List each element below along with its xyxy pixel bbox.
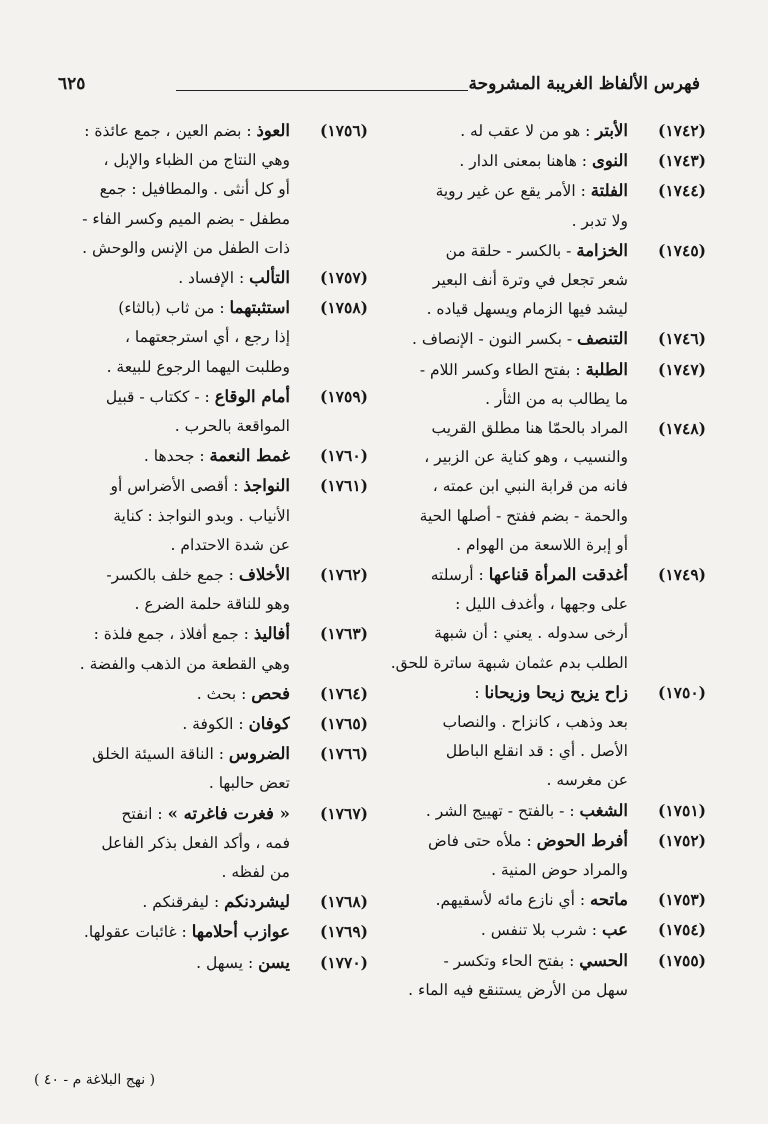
entry-line: [34, 829, 290, 858]
glossary-entry: [34, 441, 368, 471]
entry-text: : جمع أفلاذ ، جمع فلذة :: [93, 625, 249, 644]
entry-line: [372, 414, 628, 443]
entry-number: (١٧٦٣): [320, 624, 368, 644]
entry-text: مطفل - بضم الميم وكسر الفاء -: [82, 209, 290, 228]
entry-line: [372, 207, 628, 236]
entry-text: فمه ، وأكد الفعل بذكر الفاعل: [101, 833, 290, 852]
entry-text: إذا رجع ، أي استرجعتهما ،: [125, 328, 290, 347]
entry-term: التنصف: [577, 329, 628, 349]
entry-text: من لفظه .: [221, 863, 290, 882]
entry-term: استثبتهما: [229, 298, 290, 318]
entry-number: (١٧٤٣): [658, 151, 706, 171]
entry-body: [372, 678, 628, 796]
entry-text: : يسهل .: [196, 953, 254, 972]
entry-number: (١٧٦٧): [320, 803, 368, 823]
entry-line: [372, 266, 628, 295]
entry-line: [34, 799, 290, 829]
page-header: [58, 74, 700, 100]
entry-line: [372, 885, 628, 915]
entry-line: [372, 708, 628, 737]
entry-body: [34, 441, 290, 471]
right-column: [372, 116, 706, 1005]
entry-text: على وجهها ، وأغدف الليل :: [455, 595, 628, 614]
entry-line: [34, 471, 290, 501]
glossary-entry: [34, 619, 368, 678]
entry-line: [372, 295, 628, 324]
entry-text: والحمة - بضم ففتح - أصلها الحية: [419, 506, 628, 525]
entry-line: [34, 709, 290, 739]
entry-text: : الأمر يقع عن غير روية: [435, 182, 586, 201]
entry-text: : غائبات عقولها.: [83, 923, 187, 942]
entry-line: [34, 948, 290, 978]
entry-text: وهي النتاج من الظباء والإبل ،: [103, 151, 290, 170]
entry-line: [372, 116, 628, 146]
entry-text: : بحث .: [196, 684, 247, 703]
entry-term: عوازب أحلامها: [191, 922, 290, 942]
entry-body: [34, 382, 290, 441]
entry-text: وهو للناقة حلمة الضرع .: [134, 595, 290, 614]
glossary-entry: [34, 799, 368, 888]
entry-line: [372, 355, 628, 385]
entry-line: [372, 915, 628, 945]
entry-text: ما يطالب به من الثأر .: [485, 389, 628, 408]
entry-term: كوفان: [248, 714, 290, 734]
entry-body: [34, 263, 290, 293]
entry-term: أغدقت المرأة قناعها: [488, 565, 628, 585]
entry-line: [34, 205, 290, 234]
entry-number: (١٧٤٨): [658, 419, 706, 439]
entry-number: (١٧٤٤): [658, 181, 706, 201]
glossary-entry: [34, 382, 368, 441]
glossary-entry: [34, 560, 368, 619]
entry-term: فحص: [251, 683, 290, 703]
entry-body: [34, 679, 290, 709]
entry-text: ليشد فيها الزمام ويسهل قياده .: [426, 300, 628, 319]
entry-body: [372, 826, 628, 885]
entry-text: : جمع خلف بالكسر-: [106, 566, 234, 585]
entry-text: : الناقة السيئة الخلق: [92, 745, 224, 764]
entry-term: يسن: [258, 952, 290, 972]
entry-line: [372, 385, 628, 414]
entry-body: [372, 176, 628, 235]
entry-text: :: [474, 683, 480, 702]
entry-body: [372, 796, 628, 826]
glossary-entry: [34, 116, 368, 263]
entry-number: (١٧٤٧): [658, 359, 706, 379]
entry-text: أو إبرة اللاسعة من الهوام .: [456, 535, 628, 554]
entry-text: : الإفساد .: [178, 269, 245, 288]
glossary-entry: [372, 885, 706, 915]
header-rule: [176, 90, 468, 91]
entry-term: أفرط الحوض: [536, 830, 628, 850]
entry-line: [34, 293, 290, 323]
entry-text: : - ككتاب - قبيل: [105, 387, 210, 406]
glossary-entry: [372, 146, 706, 176]
entry-text: والنسيب ، وهو كناية عن الزبير ،: [424, 448, 628, 467]
entry-line: [372, 766, 628, 795]
entry-term: أمام الوقاع: [214, 386, 290, 406]
entry-term: العوذ: [256, 121, 290, 140]
glossary-entry: [34, 293, 368, 382]
entry-text: : ملأه حتى فاض: [428, 831, 532, 850]
glossary-entry: [34, 917, 368, 947]
entry-text: والمراد حوض المنية .: [491, 861, 628, 880]
entry-line: [34, 412, 290, 441]
entry-text: ولا تدبر .: [571, 211, 628, 230]
entry-line: [372, 443, 628, 472]
entry-text: شعر تجعل في وترة أنف البعير: [432, 271, 628, 290]
entry-body: [372, 946, 628, 1005]
entry-text: الأنياب . وبدو النواجذ : كناية: [113, 506, 290, 525]
entry-line: [372, 856, 628, 885]
entry-body: [34, 471, 290, 560]
entry-line: [34, 531, 290, 560]
entry-body: [34, 948, 290, 978]
entry-number: (١٧٥١): [658, 800, 706, 820]
entry-text: - بالكسر - حلقة من: [445, 241, 572, 260]
entry-number: (١٧٦٥): [320, 714, 368, 734]
entry-text: : أي نازع مائه لأسقيهم.: [435, 891, 586, 910]
entry-number: (١٧٦٤): [320, 683, 368, 703]
entry-line: [372, 946, 628, 976]
entry-body: [372, 414, 628, 560]
entry-number: (١٧٥٧): [320, 268, 368, 288]
entry-line: [34, 590, 290, 619]
entry-text: : - بالفتح - تهييج الشر .: [425, 801, 575, 820]
glossary-entry: [372, 355, 706, 414]
entry-line: [34, 887, 290, 917]
entry-body: [372, 915, 628, 945]
entry-text: أرخى سدوله . يعني : أن شبهة: [434, 624, 628, 643]
entry-body: [34, 799, 290, 888]
entry-term: الخزامة: [576, 240, 628, 260]
glossary-entry: [34, 709, 368, 739]
entry-term: الضروس: [228, 744, 290, 764]
entry-body: [372, 236, 628, 325]
entry-body: [34, 619, 290, 678]
entry-term: النوى: [591, 151, 628, 171]
glossary-entry: [372, 236, 706, 325]
entry-number: (١٧٥٥): [658, 950, 706, 970]
entry-term: الأبتر: [595, 121, 628, 140]
entry-term: الفلتة: [590, 181, 628, 201]
entry-line: [372, 796, 628, 826]
entry-term: أفاليذ: [253, 624, 290, 644]
glossary-entry: [372, 946, 706, 1005]
entry-text: : بضم العين ، جمع عائذة :: [84, 122, 252, 140]
entry-number: (١٧٥٦): [320, 121, 368, 140]
entry-line: [34, 650, 290, 679]
entry-line: [34, 234, 290, 263]
entry-line: [34, 619, 290, 649]
entry-body: [34, 116, 290, 263]
entry-term: « فغرت فاغرته »: [167, 803, 290, 823]
entry-line: [34, 263, 290, 293]
footer-note: ( نهج البلاغة م - ٤٠ ): [34, 1072, 156, 1088]
entry-body: [372, 324, 628, 354]
glossary-entry: [34, 948, 368, 978]
entry-line: [34, 858, 290, 887]
glossary-entry: [372, 414, 706, 560]
left-column: [34, 116, 368, 978]
entry-body: [34, 293, 290, 382]
entry-line: [372, 324, 628, 354]
entry-line: [372, 976, 628, 1005]
entry-number: (١٧٥٨): [320, 298, 368, 318]
entry-text: عن شدة الاحتدام .: [170, 535, 290, 554]
entry-line: [34, 679, 290, 709]
entry-number: (١٧٥٢): [658, 830, 706, 850]
entry-number: (١٧٦٩): [320, 922, 368, 942]
entry-line: [372, 619, 628, 648]
entry-term: ليشردنكم: [224, 892, 290, 912]
page-number: ٦٢٥: [58, 74, 86, 94]
entry-line: [34, 917, 290, 947]
entry-body: [34, 887, 290, 917]
entry-line: [372, 737, 628, 766]
glossary-entry: [372, 915, 706, 945]
entry-line: [372, 472, 628, 501]
entry-text: فانه من قرابة النبي ابن عمته ،: [432, 477, 628, 496]
entry-line: [372, 236, 628, 266]
entry-line: [372, 146, 628, 176]
entry-text: وطلبت اليهما الرجوع للبيعة .: [106, 357, 290, 376]
entry-text: : جحدها .: [143, 447, 205, 466]
entry-number: (١٧٤٥): [658, 240, 706, 260]
entry-line: [372, 590, 628, 619]
entry-number: (١٧٥٠): [658, 682, 706, 702]
entry-number: (١٧٤٩): [658, 565, 706, 585]
entry-line: [34, 323, 290, 352]
entry-text: المراد بالحمّا هنا مطلق القريب: [431, 419, 628, 438]
entry-text: وهي القطعة من الذهب والفضة .: [79, 654, 290, 673]
entry-text: : شرب بلا تنفس .: [480, 921, 597, 940]
glossary-entry: [372, 826, 706, 885]
entry-text: عن مغرسه .: [546, 771, 628, 790]
entry-number: (١٧٤٢): [658, 121, 706, 140]
entry-text: بعد وذهب ، كانزاح . والنصاب: [442, 713, 628, 732]
entry-text: : هاهنا بمعنى الدار .: [459, 152, 588, 171]
entry-body: [372, 355, 628, 414]
glossary-entry: [34, 679, 368, 709]
entry-text: الطلب بدم عثمان شبهة ساترة للحق.: [390, 653, 628, 672]
entry-line: [372, 826, 628, 856]
glossary-entry: [372, 176, 706, 235]
entry-line: [34, 769, 290, 798]
entry-text: : هو من لا عقب له .: [460, 122, 591, 140]
entry-body: [372, 885, 628, 915]
glossary-entry: [372, 116, 706, 146]
entry-text: : الكوفة .: [182, 715, 244, 734]
entry-line: [34, 382, 290, 412]
entry-number: (١٧٥٩): [320, 386, 368, 406]
entry-term: غمط النعمة: [209, 446, 290, 466]
entry-term: عب: [601, 920, 628, 940]
entry-body: [372, 560, 628, 678]
entry-term: الشغب: [579, 800, 628, 820]
entry-text: - بكسر النون - الإنصاف .: [412, 330, 573, 349]
entry-term: الأخلاف: [238, 565, 290, 585]
entry-text: : ليفرقنكم .: [142, 893, 220, 912]
entry-text: : انفتح: [121, 804, 163, 823]
entry-number: (١٧٦٢): [320, 565, 368, 585]
entry-text: : بفتح الطاء وكسر اللام -: [419, 360, 581, 379]
entry-text: ذات الطفل من الإنس والوحش .: [82, 238, 290, 257]
entry-line: [372, 649, 628, 678]
running-title: فهرس الألفاظ الغريبة المشروحة: [468, 74, 700, 94]
entry-term: ماتحه: [590, 890, 628, 910]
entry-text: سهل من الأرض يستنقع فيه الماء .: [408, 980, 628, 999]
entry-text: : أرسلته: [430, 566, 484, 585]
glossary-entry: [34, 471, 368, 560]
glossary-entry: [372, 796, 706, 826]
entry-term: زاح يزيح زيحا وزيحانا: [484, 682, 628, 702]
entry-text: الأصل . أي : قد انقلع الباطل: [445, 742, 628, 761]
entry-term: التألب: [249, 268, 290, 288]
entry-line: [372, 502, 628, 531]
entry-line: [34, 353, 290, 382]
glossary-entry: [34, 263, 368, 293]
entry-number: (١٧٤٦): [658, 329, 706, 349]
glossary-entry: [372, 678, 706, 796]
glossary-entry: [34, 739, 368, 798]
entry-text: : أقصى الأضراس أو: [110, 477, 239, 496]
entry-number: (١٧٦٠): [320, 446, 368, 466]
entry-term: الطلبة: [585, 359, 628, 379]
entry-line: [372, 678, 628, 708]
entry-number: (١٧٦٨): [320, 892, 368, 912]
entry-line: [372, 531, 628, 560]
entry-body: [372, 146, 628, 176]
entry-text: تعض حالبها .: [208, 774, 290, 793]
entry-number: (١٧٦٦): [320, 744, 368, 764]
entry-line: [34, 560, 290, 590]
entry-number: (١٧٥٣): [658, 890, 706, 910]
glossary-entry: [372, 324, 706, 354]
glossary-entry: [34, 887, 368, 917]
entry-text: : بفتح الحاء وتكسر -: [443, 951, 575, 970]
entry-term: النواجذ: [243, 476, 290, 496]
entry-number: (١٧٦١): [320, 476, 368, 496]
entry-body: [34, 917, 290, 947]
entry-number: (١٧٧٠): [320, 952, 368, 972]
entry-body: [34, 709, 290, 739]
entry-term: الحسي: [579, 950, 628, 970]
entry-line: [34, 441, 290, 471]
entry-body: [372, 116, 628, 146]
entry-body: [34, 560, 290, 619]
entry-text: : من ثاب (بالثاء): [118, 299, 225, 318]
entry-line: [372, 176, 628, 206]
entry-text: أو كل أنثى . والمطافيل : جمع: [99, 180, 290, 199]
entry-body: [34, 739, 290, 798]
entry-text: المواقعة بالحرب .: [174, 417, 290, 436]
entry-line: [34, 146, 290, 175]
entry-line: [34, 116, 290, 146]
entry-line: [372, 560, 628, 590]
glossary-entry: [372, 560, 706, 678]
entry-line: [34, 175, 290, 204]
entry-line: [34, 739, 290, 769]
entry-number: (١٧٥٤): [658, 920, 706, 940]
entry-line: [34, 502, 290, 531]
